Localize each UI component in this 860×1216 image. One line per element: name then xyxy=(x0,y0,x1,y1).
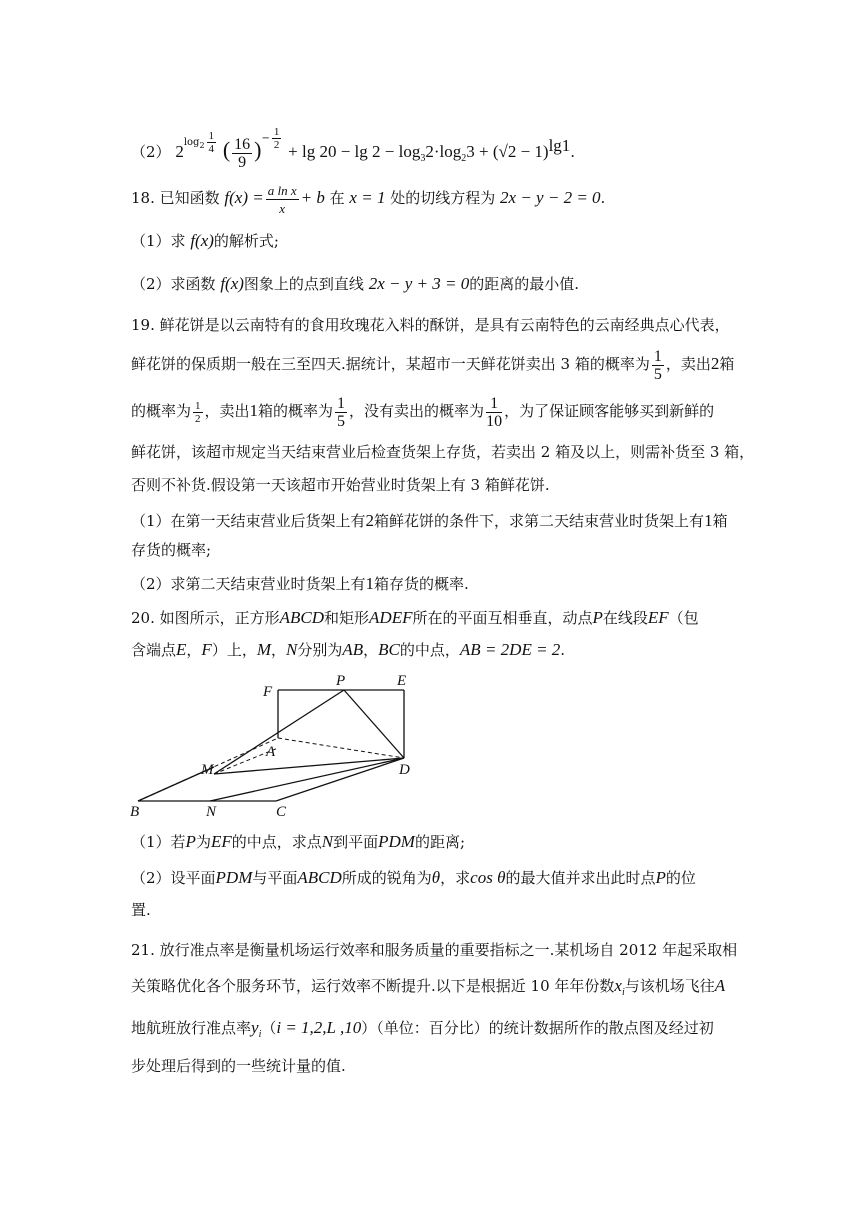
problem-19-part-2: （2）求第二天结束营业时货架上有1箱存货的概率. xyxy=(131,574,469,593)
label-A: A xyxy=(266,744,276,760)
label-B: B xyxy=(130,804,140,820)
edge-AD xyxy=(278,738,404,758)
edge-ND xyxy=(210,758,404,801)
label-E: E xyxy=(397,673,407,689)
problem-19-line-4: 鲜花饼，该超市规定当天结束营业后检查货架上存货，若卖出 2 箱及以上，则需补货至 3 箱， xyxy=(131,443,755,461)
problem-20-part-2-line-2: 置. xyxy=(131,901,151,919)
problem-19-line-2: 鲜花饼的保质期一般在三至四天.据统计，某超市一天鲜花饼卖出 3 箱的概率为 $\frac{1}{5}$ ，卖出2箱 xyxy=(131,347,735,383)
geometry-figure xyxy=(128,668,428,824)
problem-21-line-2: 关策略优化各个服务环节，运行效率不断提升.以下是根据近 10 年年份数$x_i$与该机场飞往A xyxy=(131,976,726,998)
edge-MD xyxy=(214,758,404,774)
label-P: P xyxy=(336,673,346,689)
problem-21-line-1: 21. 放行准点率是衡量机场运行效率和服务质量的重要指标之一.某机场自 2012 年起采取相 xyxy=(131,941,738,959)
label-M: M xyxy=(201,762,214,778)
part-label: （2） xyxy=(131,143,171,161)
problem-21-line-3: 地航班放行准点率$y_i(i = 1,2,L$ ,10）（单位：百分比）的统计数据所作的散点图及经过初 xyxy=(131,1018,714,1040)
problem-19-part-1-line-1: （1）在第一天结束营业后货架上有2箱鲜花饼的条件下，求第二天结束营业时货架上有1箱 xyxy=(131,511,728,530)
label-N: N xyxy=(206,804,217,820)
label-C: C xyxy=(276,804,287,820)
problem-20-part-2-line-1: （2）设平面PDM与平面ABCD所成的锐角为θ，求cos θ的最大值并求出此时点P的位 xyxy=(131,868,696,887)
edge-PD xyxy=(344,690,404,758)
problem-19-line-5: 否则不补货.假设第一天该超市开始营业时货架上有 3 箱鲜花饼. xyxy=(131,476,550,494)
problem-17-part-2: （2） $2^{log_2 \frac{1}{4}}$ ( $\frac{16}{9}$ )$^{- \frac{1}{2}}$ + $\lg 20 - \lg 2 - \log_32\cdot\log_23 + (√2 - 1)^{lg1}$. xyxy=(131,126,576,171)
problem-18-part-1: （1）求 f(x)的解析式; xyxy=(131,231,279,250)
problem-20-part-1: （1）若P为EF的中点，求点N到平面PDM的距离; xyxy=(131,832,465,851)
label-D: D xyxy=(399,762,410,778)
problem-21-line-4: 步处理后得到的一些统计量的值. xyxy=(131,1057,346,1075)
problem-18-part-2: （2）求函数 f(x)图象上的点到直线 2x − y + 3 = 0的距离的最小值. xyxy=(131,274,580,293)
edge-PM xyxy=(214,690,344,774)
problem-18-statement: 18. 已知函数 f(x) = $\frac{\text{a ln x}}{x}$ + b 在 x = 1 处的切线方程为 2x − y − 2 = 0. xyxy=(131,182,606,216)
label-F: F xyxy=(263,684,273,700)
problem-20-line-1: 20. 如图所示，正方形ABCD和矩形ADEF所在的平面互相垂直，动点P在线段EF（包 xyxy=(131,608,699,627)
problem-19-line-1: 19. 鲜花饼是以云南特有的食用玫瑰花入料的酥饼，是具有云南特色的云南经典点心代表， xyxy=(131,316,730,334)
edge-CD xyxy=(276,758,404,801)
problem-19-part-1-line-2: 存货的概率; xyxy=(131,541,212,559)
problem-19-line-3: 的概率为 $\frac{1}{2}$ ，卖出1箱的概率为 $\frac{1}{5}$ ，没有卖出的概率为 $\frac{1}{10}$ ，为了保证顾客能够买到新鲜的 xyxy=(131,394,715,430)
problem-20-line-2: 含端点E，F）上，M，N分别为AB，BC的中点，AB = 2DE = 2. xyxy=(131,640,566,659)
